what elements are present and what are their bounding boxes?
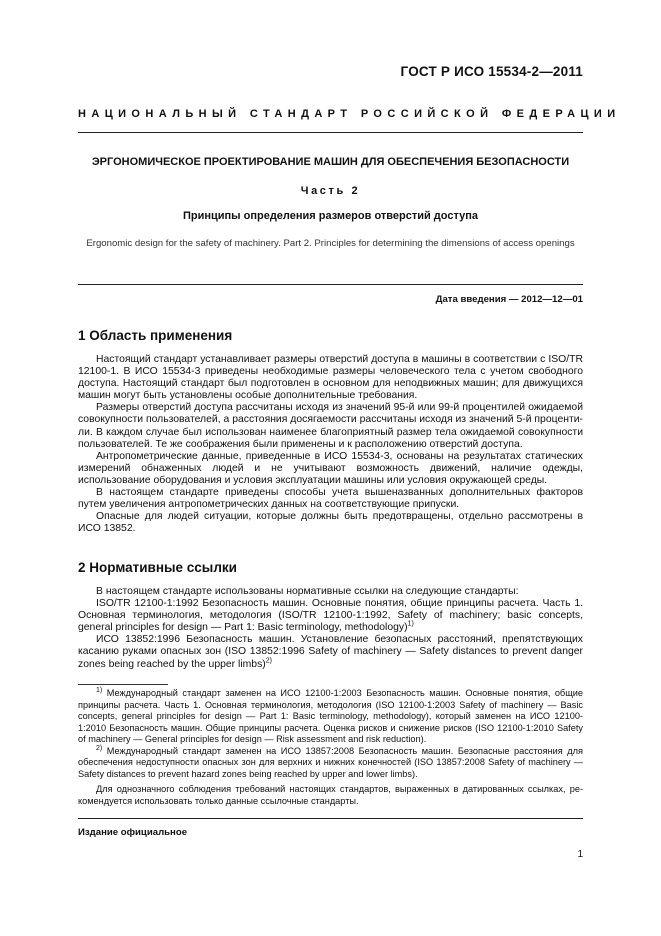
- section-2-heading: 2 Нормативные ссылки: [78, 560, 237, 575]
- paragraph: Опасные для людей ситуации, которые должны быть предотвращены, отдельно рассмотрены в ИСО 13852.: [78, 511, 583, 535]
- document-title: ЭРГОНОМИЧЕСКОЕ ПРОЕКТИРОВАНИЕ МАШИН ДЛЯ ОБЕСПЕЧЕНИЯ БЕЗОПАСНОСТИ: [91, 156, 570, 168]
- footnote-note: Для однозначного соблюдения требований настоящих стандартов, выраженных в датированных ссылках, рекомендуется использовать только данные ссылочные стандарты.: [78, 784, 583, 806]
- paragraph: В настоящем стандарте использованы нормативные ссылки на следующие стандарты:: [96, 586, 519, 597]
- footer-divider: [78, 818, 583, 819]
- footnote: [78, 688, 583, 746]
- reference-text: ИСО 13852:1996 Безопасность машин. Установление безопасных расстояний, препятствующих касанию руками опасных зон (ISO 13852:1996 Safety of machinery — Safety distances to prevent danger zones being reached by the upper limbs): [78, 634, 583, 670]
- page-number: 1: [577, 849, 583, 860]
- paragraph: Размеры отверстий доступа рассчитаны исходя из значений 95-й или 99-й процентилей ожидаемой совокупности пользователей, а расстояния досягаемости рассчитаны исходя из значений 5-й процентили. В каждом случае был использован наименее благоприятный размер тела ожидаемой совокупности пользователей. Те же соображения были применены и к расположению отверстий доступа.: [78, 402, 583, 450]
- document-subtitle: Принципы определения размеров отверстий доступа: [182, 210, 479, 222]
- footnote-marker: 2): [96, 744, 103, 752]
- official-edition-label: Издание официальное: [78, 827, 188, 838]
- header-divider: [78, 132, 583, 133]
- section-2-body: [78, 586, 583, 671]
- footnote: [78, 746, 583, 781]
- english-title: Ergonomic design for the safety of machinery. Part 2. Principles for determining the dimensions of access openings: [86, 238, 575, 249]
- footnote-marker: 2): [265, 657, 272, 665]
- title-divider: [78, 284, 583, 285]
- document-id: ГОСТ Р ИСО 15534-2—2011: [400, 64, 583, 79]
- section-1-heading: 1 Область применения: [78, 328, 233, 343]
- document-part: Часть 2: [300, 185, 361, 197]
- footnote-text: Международный стандарт заменен на ИСО 13857:2008 Безопасность машин. Безопасные расстояния для обеспечения недоступности опасных зон для верхних и нижних конечностей (ISO 13857:2008 Safety of machinery — Safety distances to prevent hazard zones being reached by upper and lower limbs).: [78, 745, 583, 779]
- footnote-marker: 1): [96, 686, 103, 694]
- paragraph: В настоящем стандарте приведены способы учета вышеназванных дополнительных факторов путем увеличения антропометрических данных на соответствующие припуски.: [78, 487, 583, 511]
- footnote-text: Международный стандарт заменен на ИСО 12100-1:2003 Безопасность машин. Основные понятия, общие принципы расчета. Часть 1. Основная терминология, методология (ISO 12100-1:2003 Safety of machinery — Basic concepts, general principles for design — Part 1: Basic terminology, methodology), который заменен на ИСО 12100-1:2010 Безопасность машин. Общие принципы расчета. Оценка рисков и снижение рисков (ISO 12100-1:2010 Safety of machinery — General principles for design — Risk assessment and risk reduction).: [78, 688, 583, 744]
- paragraph: Настоящий стандарт устанавливает размеры отверстий доступа в машины в соответствии с ISO/TR 12100-1. В ИСО 15534-3 приведены необходимые размеры человеческого тела с учетом свободного доступа. Настоящий стандарт был подготовлен в основном для неподвижных машин; для движущихся машин могут быть установлены особые дополнительные требования.: [78, 354, 583, 402]
- section-1-body: [78, 354, 583, 535]
- reference-item: [78, 598, 583, 634]
- effective-date: Дата введения — 2012—12—01: [435, 294, 583, 305]
- reference-text: ISO/TR 12100-1:1992 Безопасность машин. Основные понятия, общие принципы расчета. Часть 1. Основная терминология, методология (ISO/TR 12100-1:1992, Safety of machinery; basic concepts, general principles for design — Part 1: Basic terminology, methodology): [78, 598, 583, 634]
- paragraph: Антропометрические данные, приведенные в ИСО 15534-3, основаны на результатах статических измерений обнаженных людей и не учитывают возможность движений, наличие одежды, использование оборудования и условия эксплуатации машины или условия окружающей среды.: [78, 450, 583, 486]
- footnote-divider: [78, 684, 168, 685]
- footnote-marker: 1): [407, 620, 414, 628]
- footnotes: [78, 688, 583, 807]
- national-standard-banner: НАЦИОНАЛЬНЫЙ СТАНДАРТ РОССИЙСКОЙ ФЕДЕРАЦИИ: [78, 108, 621, 120]
- reference-item: [78, 634, 583, 670]
